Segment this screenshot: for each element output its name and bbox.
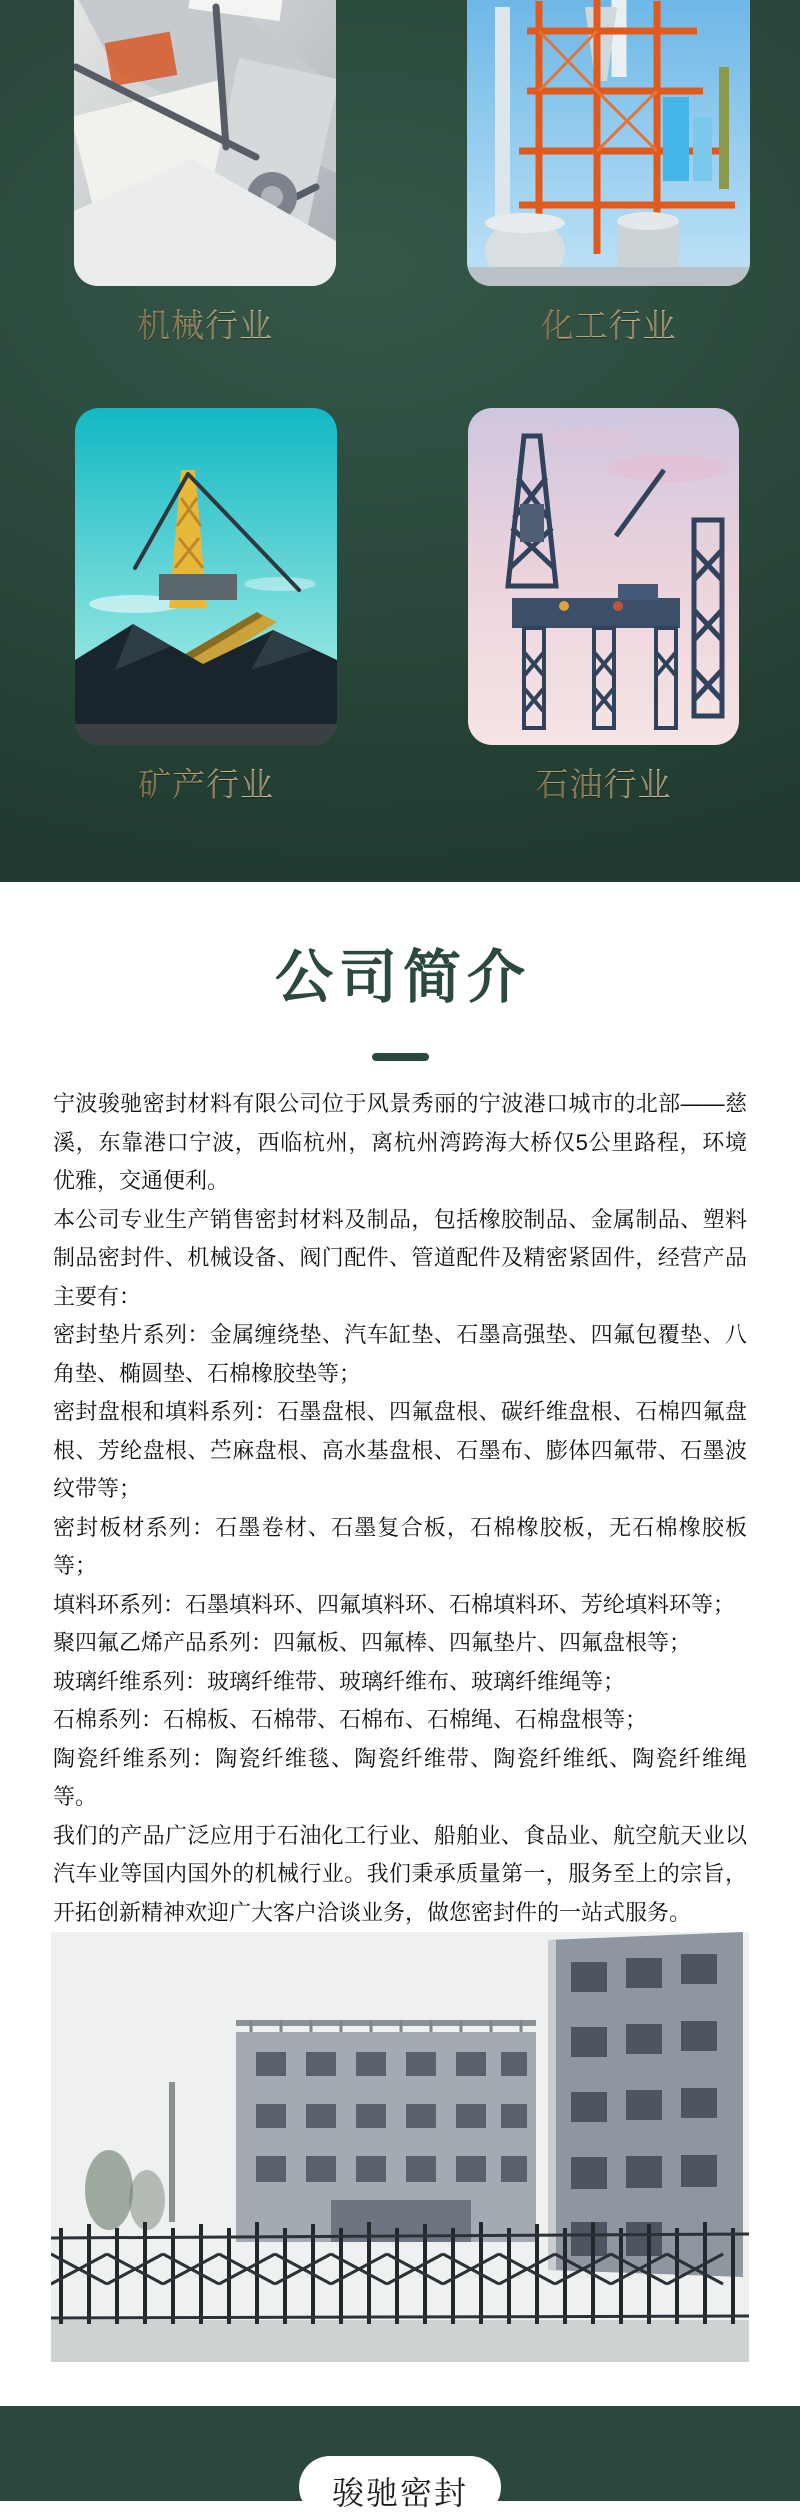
brand-label: 骏驰密封 [331, 2475, 468, 2511]
industry-card-machinery[interactable] [74, 0, 336, 347]
industry-card-oil[interactable] [468, 408, 739, 806]
industry-card-label: 石油行业 [468, 759, 739, 806]
intro-paragraph: 玻璃纤维系列：玻璃纤维带、玻璃纤维布、玻璃纤维绳等； [53, 1668, 626, 1694]
brand-pill-button[interactable] [299, 2456, 501, 2518]
section-title: 公司简介 [274, 945, 531, 1010]
industry-card-label: 机械行业 [74, 300, 336, 347]
industry-card-chemical[interactable] [467, 0, 750, 347]
industries-section [0, 0, 800, 882]
industry-card-label: 矿产行业 [75, 759, 337, 806]
intro-paragraph: 聚四氟乙烯产品系列：四氟板、四氟棒、四氟垫片、四氟盘根等； [53, 1630, 692, 1655]
machinery-photo [74, 0, 336, 286]
footer [0, 2406, 800, 2511]
factory-building-photo [51, 1932, 749, 2362]
intro-paragraph: 我们的产品广泛应用于石油化工行业、船舶业、食品业、航空航天业以汽车业等国内国外的机械行业。我们秉承质量第一，服务至上的宗旨，开拓创新精神欢迎广大客户洽谈业务，做您密封件的一站式服务。 [53, 1822, 747, 1925]
intro-paragraph: 密封盘根和填料系列：石墨盘根、四氟盘根、碳纤维盘根、石棉四氟盘根、芳纶盘根、苎麻盘根、高水基盘根、石墨布、膨体四氟带、石墨波纹带等； [53, 1399, 747, 1501]
intro-paragraph: 陶瓷纤维系列：陶瓷纤维毯、陶瓷纤维带、陶瓷纤维纸、陶瓷纤维绳等。 [53, 1745, 747, 1809]
intro-paragraph: 密封板材系列：石墨卷材、石墨复合板，石棉橡胶板，无石棉橡胶板等； [53, 1514, 747, 1578]
intro-paragraph: 密封垫片系列：金属缠绕垫、汽车缸垫、石墨高强垫、四氟包覆垫、八角垫、椭圆垫、石棉橡胶垫等； [53, 1322, 747, 1386]
chemical-plant-photo [467, 0, 750, 286]
mining-photo [75, 408, 337, 745]
intro-paragraph: 本公司专业生产销售密封材料及制品，包括橡胶制品、金属制品、塑料制品密封件、机械设备、阀门配件、管道配件及精密紧固件，经营产品主要有： [53, 1206, 747, 1309]
intro-paragraph: 宁波骏驰密封材料有限公司位于风景秀丽的宁波港口城市的北部——慈溪，东靠港口宁波，西临杭州，离杭州湾跨海大桥仅5公里路程，环境优雅，交通便利。 [53, 1091, 747, 1193]
title-divider [372, 1053, 429, 1061]
industry-card-label: 化工行业 [467, 300, 750, 347]
industry-card-mining[interactable] [75, 408, 337, 806]
company-intro-section [0, 882, 800, 2362]
intro-paragraph: 石棉系列：石棉板、石棉带、石棉布、石棉绳、石棉盘根等； [53, 1707, 648, 1732]
oil-rig-photo [468, 408, 739, 745]
company-intro-text [0, 1085, 800, 1932]
intro-paragraph: 填料环系列：石墨填料环、四氟填料环、石棉填料环、芳纶填料环等； [53, 1591, 736, 1617]
